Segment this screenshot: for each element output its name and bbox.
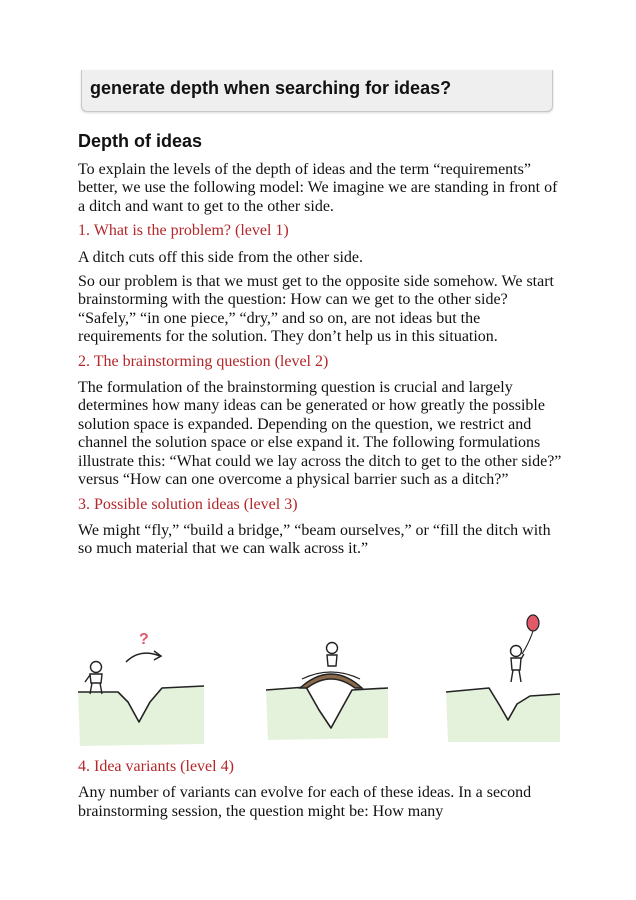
ditch-illustration-svg bbox=[76, 610, 562, 750]
panel-person-facing-ditch bbox=[78, 631, 204, 746]
section-title: Depth of ideas bbox=[78, 131, 203, 151]
callout-question: generate depth when searching for ideas? bbox=[90, 78, 452, 98]
level-4-heading: 4. Idea variants (level 4) bbox=[78, 758, 234, 775]
stick-figure-floating bbox=[511, 646, 525, 683]
balloon bbox=[527, 615, 539, 631]
balloon-string bbox=[522, 631, 533, 654]
level-2-paragraph-1: The formulation of the brainstorming question is crucial and largely determines how many ideas can be generated or how greatly the possible solution space is expanded. Depending on the question, we restrict and channel the solution space or else expand it. The following formulations illustrate this: “What could we lay across the ditch to get to the other side?” versus “How can one overcome a physical barrier such as a ditch?” bbox=[78, 379, 562, 489]
level-3-heading: 3. Possible solution ideas (level 3) bbox=[78, 495, 298, 513]
level-1-heading: 1. What is the problem? (level 1) bbox=[78, 222, 289, 240]
article-body bbox=[78, 130, 562, 565]
question-mark: ? bbox=[139, 631, 149, 648]
level-1-paragraph-1: A ditch cuts off this side from the other side. bbox=[78, 248, 363, 266]
level-3-paragraph-1: We might “fly,” “build a bridge,” “beam ourselves,” or “fill the ditch with so much material that we can walk across it.” bbox=[78, 521, 551, 558]
callout-box bbox=[81, 70, 553, 112]
ground-fill bbox=[266, 687, 388, 740]
jump-arrow bbox=[126, 653, 160, 662]
panel-person-with-balloon bbox=[446, 615, 560, 742]
level-4-paragraph-1: Any number of variants can evolve for each of these ideas. In a second brainstorming session, the question might be: How many bbox=[78, 784, 532, 820]
intro-paragraph: To explain the levels of the depth of ideas and the term “requirements” better, we use the following model: We imagine we are standing in front of a ditch and want to get to the other side. bbox=[78, 161, 558, 215]
level-4-section bbox=[78, 758, 562, 827]
stick-figure bbox=[85, 662, 102, 695]
ditch-illustration bbox=[76, 610, 562, 750]
ground-fill bbox=[446, 688, 560, 742]
panel-person-on-bridge bbox=[266, 643, 388, 741]
level-1-paragraph-2: So our problem is that we must get to the opposite side somehow. We start brainstorming with the question: How can we get to the other side? “Safely,” “in one piece,” “dry,” and so on, are not ideas but the requirements for the solution. They don’t help us in this situation. bbox=[78, 273, 554, 346]
level-2-heading: 2. The brainstorming question (level 2) bbox=[78, 352, 329, 370]
ground-fill bbox=[78, 686, 204, 746]
stick-figure-on-bridge bbox=[327, 643, 338, 667]
